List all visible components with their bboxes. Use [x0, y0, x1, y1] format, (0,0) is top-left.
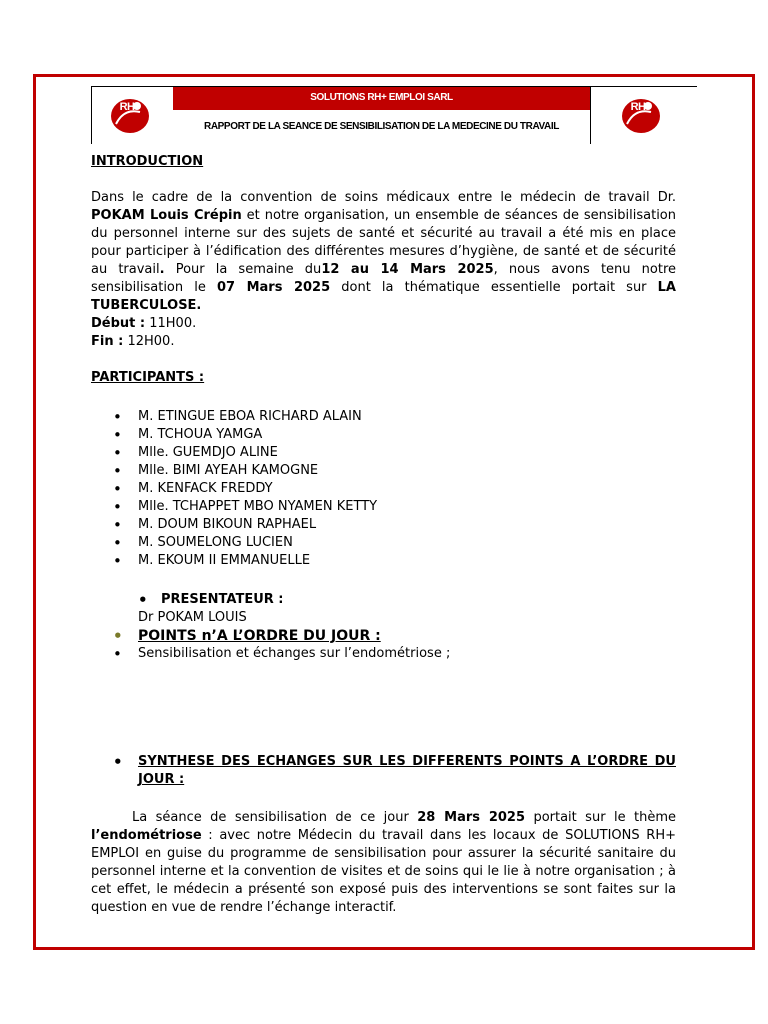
list-item: • M. ETINGUE EBOA RICHARD ALAIN [91, 408, 676, 426]
logo-cell-left [91, 86, 173, 144]
list-item: • M. SOUMELONG LUCIEN [91, 534, 676, 552]
logo-text-right: RH+ [630, 101, 652, 113]
intro-dot: . [159, 262, 165, 277]
synthese-text-2: portait sur le thème [525, 810, 676, 825]
synthese-theme: l’endométriose [91, 828, 202, 843]
intro-text-2: et notre organisation, un ensemble de séances de sensibilisation du personnel interne sur des sujets de santé et sécurité au travail a été mis en place pour participer à l’édification des différentes mesures d’hygiène, de santé et de sécurité au travail [91, 208, 676, 277]
document-header [91, 86, 697, 144]
logo-cell-right [590, 86, 697, 144]
start-time [91, 315, 676, 333]
synthese-heading: • SYNTHESE DES ECHANGES SUR LES DIFFERENTS POINTS A L’ORDRE DU JOUR : [91, 753, 676, 789]
intro-text-1: Dans le cadre de la convention de soins médicaux entre le médecin de travail Dr. [91, 190, 676, 205]
list-item: • Mlle. GUEMDJO ALINE [91, 444, 676, 462]
presenter-label: • PRESENTATEUR : [138, 591, 676, 609]
list-item: • Sensibilisation et échanges sur l’endométriose ; [91, 645, 676, 663]
report-title: RAPPORT DE LA SEANCE DE SENSIBILISATION DE LA MEDECINE DU TRAVAIL [204, 121, 559, 132]
end-time [91, 333, 676, 351]
company-name: SOLUTIONS RH+ EMPLOI SARL [173, 86, 590, 110]
agenda-list [91, 645, 676, 663]
synthese-text-1: La séance de sensibilisation de ce jour [132, 810, 418, 825]
participants-list [91, 408, 676, 570]
document-body [91, 153, 676, 917]
presenter-block [91, 591, 676, 627]
synthese-text-3: : avec notre Médecin du travail dans les locaux de SOLUTIONS RH+ EMPLOI en guise du programme de sensibilisation pour assurer la sécurité sanitaire du personnel interne et la convention de visites et de soins qui le lie à notre organisation ; à cet effet, le médecin a présenté son exposé puis des interventions se sont faites sur la question en vue de rendre l’échange interactif. [91, 828, 676, 915]
intro-theme: LA TUBERCULOSE. [91, 280, 676, 313]
list-item: • M. TCHOUA YAMGA [91, 426, 676, 444]
list-item: • M. KENFACK FREDDY [91, 480, 676, 498]
end-value: 12H00. [123, 334, 175, 349]
list-item: • M. EKOUM II EMMANUELLE [91, 552, 676, 570]
start-label: Début : [91, 316, 146, 331]
introduction-heading: INTRODUCTION [91, 154, 204, 169]
list-item: • Mlle. TCHAPPET MBO NYAMEN KETTY [91, 498, 676, 516]
list-item: • Mlle. BIMI AYEAH KAMOGNE [91, 462, 676, 480]
intro-text-4: , nous avons tenu notre sensibilisation le [91, 262, 676, 295]
intro-text-5: dont la thématique essentielle portait sur [330, 280, 658, 295]
intro-week: 12 au 14 Mars 2025 [321, 262, 494, 277]
start-value: 11H00. [145, 316, 197, 331]
introduction-paragraph [91, 189, 676, 315]
end-label: Fin : [91, 334, 124, 349]
agenda-heading: • POINTS n’A L’ORDRE DU JOUR : [91, 627, 676, 645]
intro-date: 07 Mars 2025 [216, 280, 331, 295]
presenter-name: Dr POKAM LOUIS [138, 610, 247, 625]
logo-text-left: RH+ [119, 101, 141, 113]
intro-text-3: Pour la semaine du [164, 262, 322, 277]
list-item: • M. DOUM BIKOUN RAPHAEL [91, 516, 676, 534]
synthese-paragraph [91, 809, 676, 917]
doctor-name: POKAM Louis Crépin [91, 208, 242, 223]
participants-heading: PARTICIPANTS : [91, 370, 205, 385]
synthese-date: 28 Mars 2025 [417, 810, 526, 825]
